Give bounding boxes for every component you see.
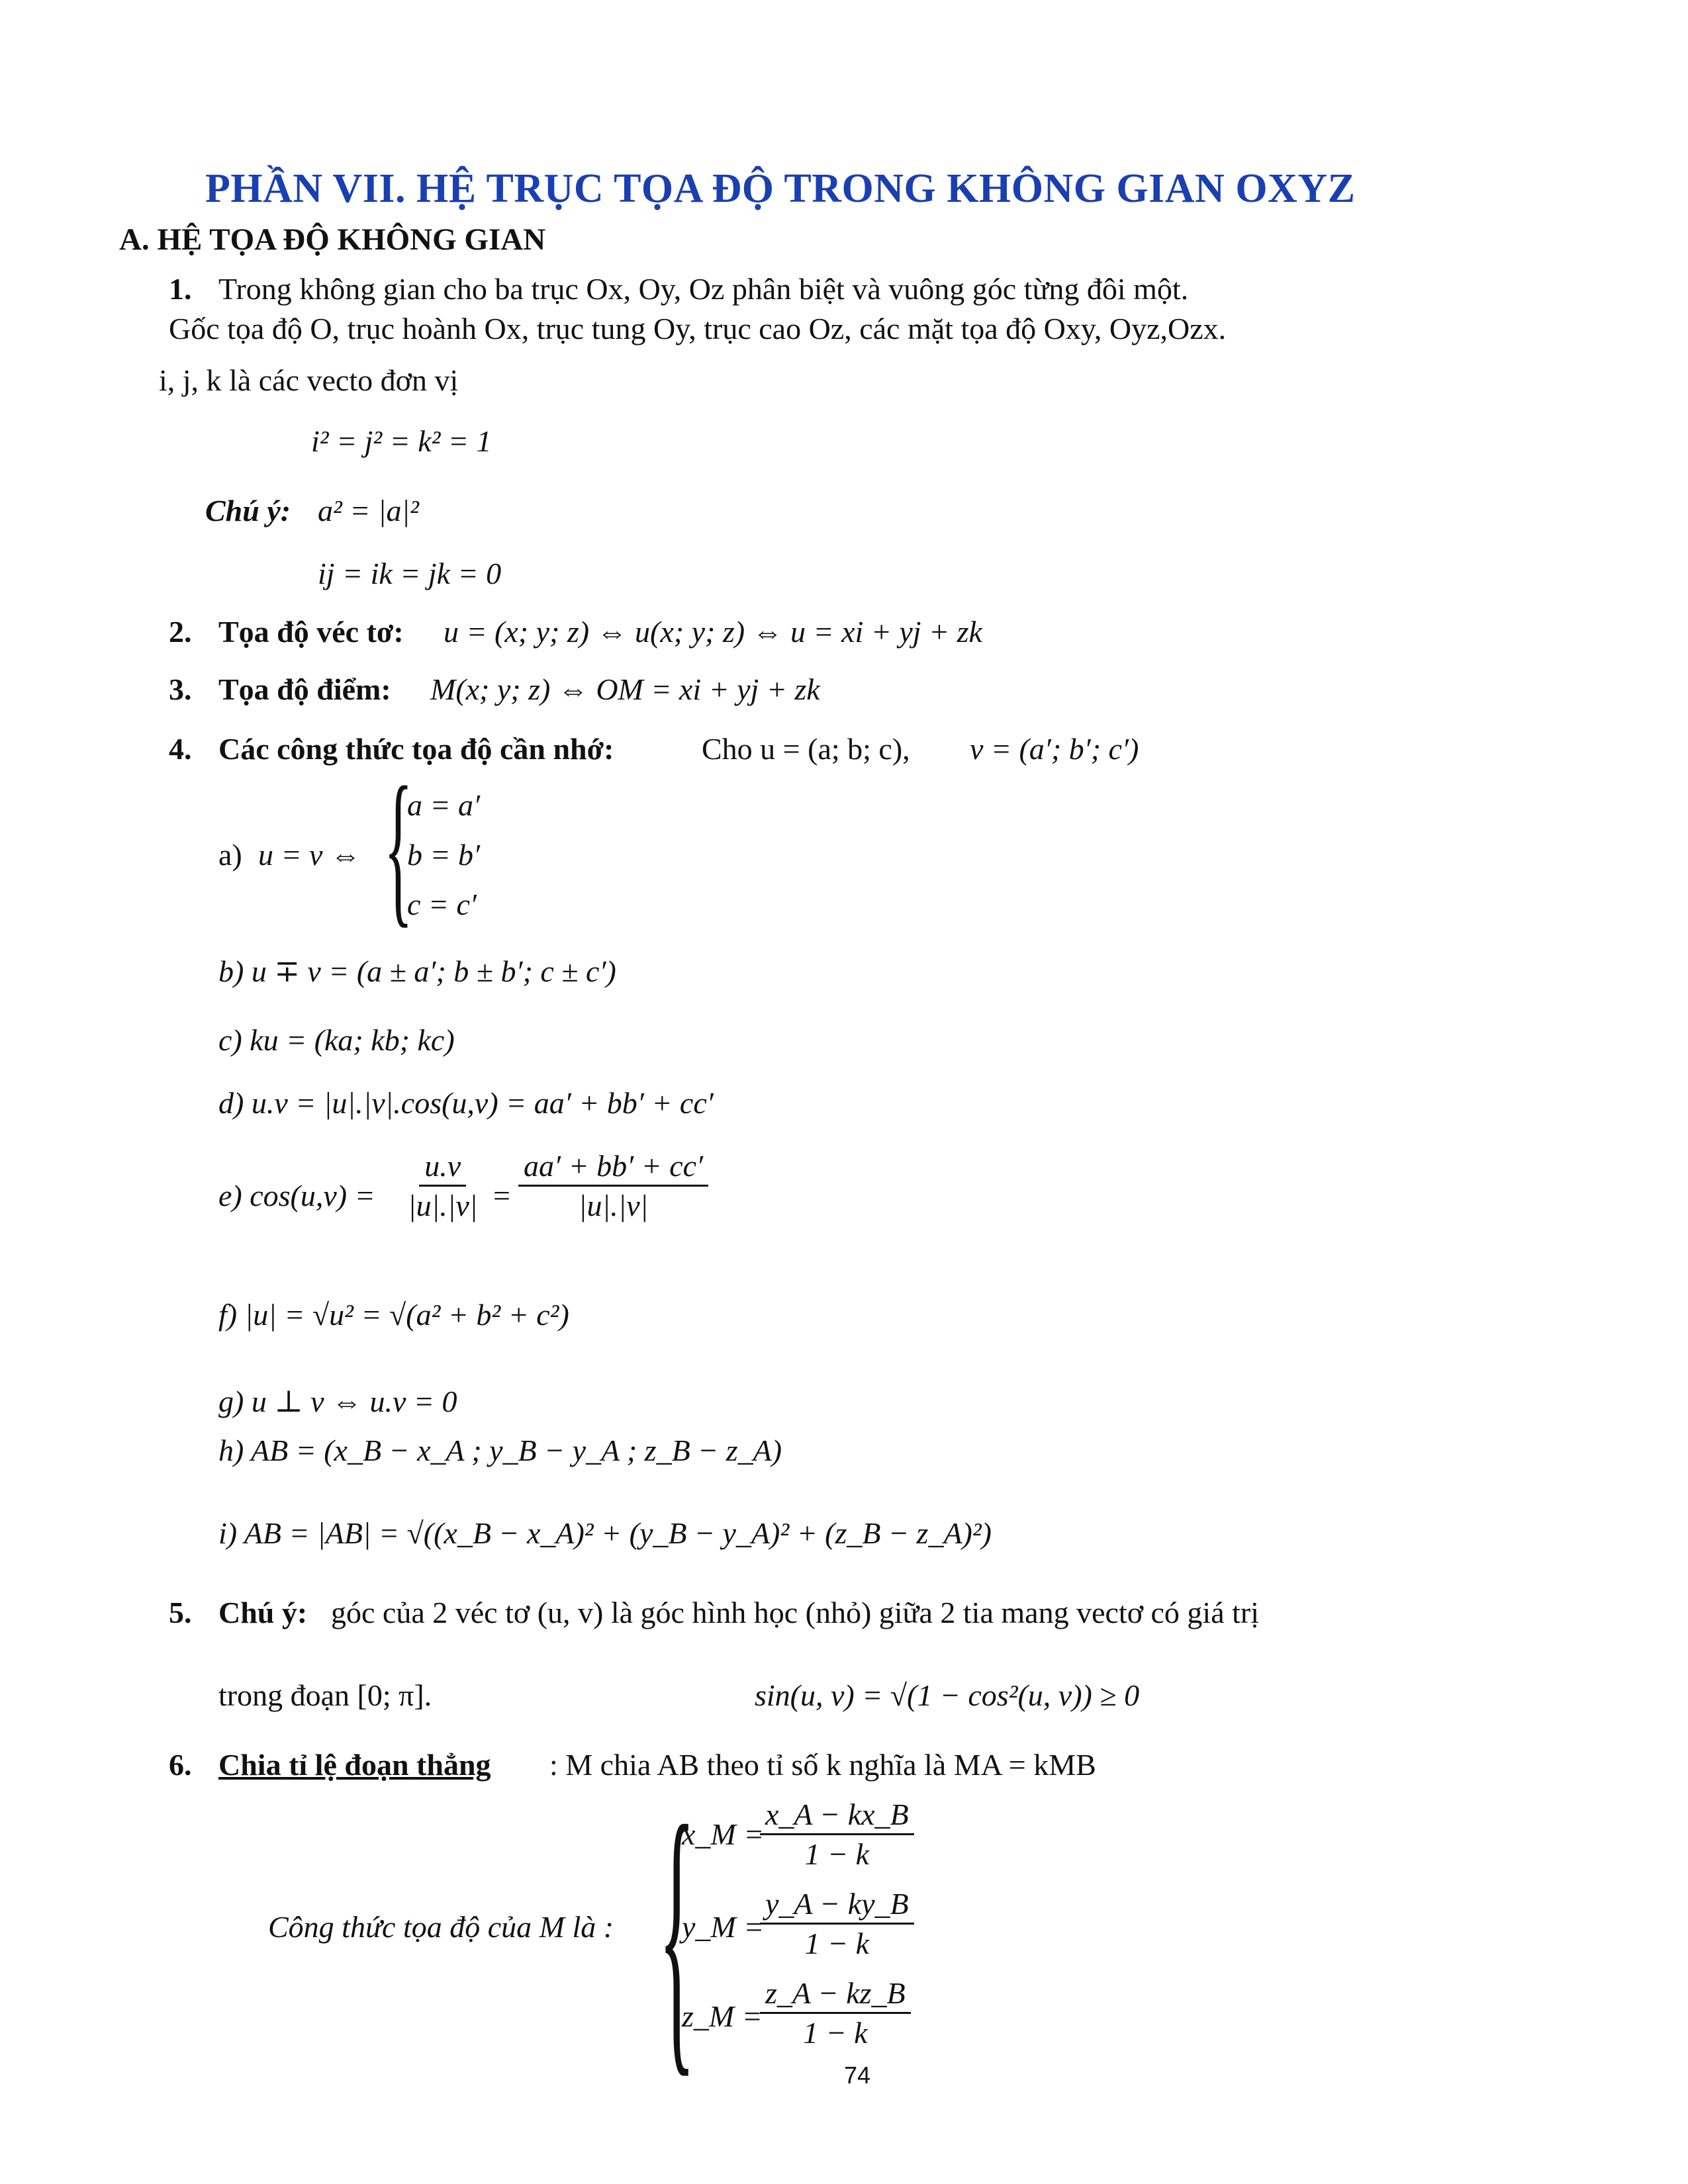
formula-e-fraction2 (513, 1148, 714, 1223)
formula-g: g) u ⊥ v ⇔ u.v = 0 (218, 1385, 457, 1418)
page-title: PHẦN VII. HỆ TRỤC TỌA ĐỘ TRONG KHÔNG GIAN OXYZ (205, 166, 1356, 211)
item5-text: góc của 2 véc tơ (u, v) là góc hình học (nhỏ) giữa 2 tia mang vectơ có giá trị (331, 1596, 1260, 1629)
xm-den: 1 − k (804, 1837, 870, 1871)
formula-d: d) u.v = |u|.|v|.cos(u,v) = aa′ + bb′ + cc′ (218, 1086, 714, 1120)
item2-number: 2. (169, 615, 192, 649)
item1-line2: Gốc tọa độ O, trục hoành Ox, trục tung Oy, trục cao Oz, các mặt tọa độ Oxy, Oyz,Ozx. (169, 312, 1227, 345)
item5-text2: trong đoạn [0; π]. (218, 1678, 432, 1712)
formula-a-lhs: u = v ⇔ (258, 838, 361, 872)
item6-coord-label: Công thức tọa độ của M là : (268, 1910, 614, 1944)
formula-f: f) |u| = √u² = √(a² + b² + c²) (218, 1298, 569, 1332)
ym-lhs: y_M = (682, 1910, 765, 1944)
item1-line3: i, j, k là các vecto đơn vị (159, 363, 459, 397)
note-equation: a² = |a|² (318, 494, 419, 527)
ym-fraction (755, 1886, 919, 1961)
formula-a-eq1: a = a′ (407, 788, 481, 822)
zm-lhs: z_M = (682, 1999, 763, 2033)
item3-number: 3. (169, 672, 192, 706)
ym-den: 1 − k (804, 1927, 870, 1960)
unit-vector-equation: i² = j² = k² = 1 (311, 424, 492, 458)
formula-a-eq3: c = c′ (407, 887, 477, 921)
item6-label: Chia tỉ lệ đoạn thẳng (218, 1748, 491, 1782)
item2-formula: u = (x; y; z) ⇔ u(x; y; z) ⇔ u = xi + yj + zk (444, 615, 982, 649)
xm-num: x_A − kx_B (760, 1797, 914, 1835)
formula-c: c) ku = (ka; kb; kc) (218, 1023, 455, 1057)
formula-e-equals: = (493, 1179, 510, 1212)
section-a-heading: A. HỆ TỌA ĐỘ KHÔNG GIAN (119, 222, 546, 257)
item4-given-u: Cho u = (a; b; c), (702, 732, 910, 766)
item5-number: 5. (169, 1596, 192, 1629)
item5-label: Chú ý: (218, 1596, 308, 1629)
item6-number: 6. (169, 1748, 192, 1782)
xm-lhs: x_M = (682, 1817, 765, 1851)
item4-given-v: v = (a′; b′; c′) (970, 732, 1139, 766)
zm-num: z_A − kz_B (760, 1976, 911, 2014)
item1-line1: Trong không gian cho ba trục Ox, Oy, Oz phân biệt và vuông góc từng đôi một. (218, 272, 1189, 306)
formula-a-eq2: b = b′ (407, 838, 481, 872)
item1-number: 1. (169, 272, 192, 306)
formula-e-den1: |u|.|v| (408, 1189, 478, 1222)
item6-text: : M chia AB theo tỉ số k nghĩa là MA = kMB (549, 1748, 1096, 1782)
formula-i: i) AB = |AB| = √((x_B − x_A)² + (y_B − y_A)² + (z_B − z_A)²) (218, 1516, 992, 1550)
zm-den: 1 − k (803, 2016, 868, 2050)
item3-formula: M(x; y; z) ⇔ OM = xi + yj + zk (430, 672, 820, 706)
ym-num: y_A − ky_B (760, 1886, 914, 1925)
dot-product-equation: ij = ik = jk = 0 (318, 557, 502, 590)
item5-formula: sin(u, v) = √(1 − cos²(u, v)) ≥ 0 (755, 1678, 1140, 1712)
formula-e-fraction1 (397, 1148, 489, 1223)
item2-label: Tọa độ véc tơ: (218, 615, 404, 649)
formula-a-brace: { (384, 752, 413, 942)
item4-label: Các công thức tọa độ cần nhớ: (218, 732, 614, 766)
xm-fraction (755, 1797, 919, 1872)
item6-brace: { (659, 1764, 696, 2101)
item4-number: 4. (169, 732, 192, 766)
formula-e-num1: u.v (419, 1148, 466, 1187)
formula-e-num2: aa′ + bb′ + cc′ (518, 1148, 708, 1187)
formula-a-label: a) (218, 838, 242, 872)
formula-e-label: e) cos(u,v) = (218, 1179, 375, 1212)
page-number: 74 (844, 2062, 871, 2089)
formula-h: h) AB = (x_B − x_A ; y_B − y_A ; z_B − z_A) (218, 1433, 782, 1467)
note-label: Chú ý: (205, 494, 291, 527)
formula-e-den2: |u|.|v| (578, 1189, 649, 1222)
item3-label: Tọa độ điểm: (218, 672, 391, 706)
formula-b: b) u ∓ v = (a ± a′; b ± b′; c ± c′) (218, 954, 616, 988)
zm-fraction (755, 1976, 916, 2050)
